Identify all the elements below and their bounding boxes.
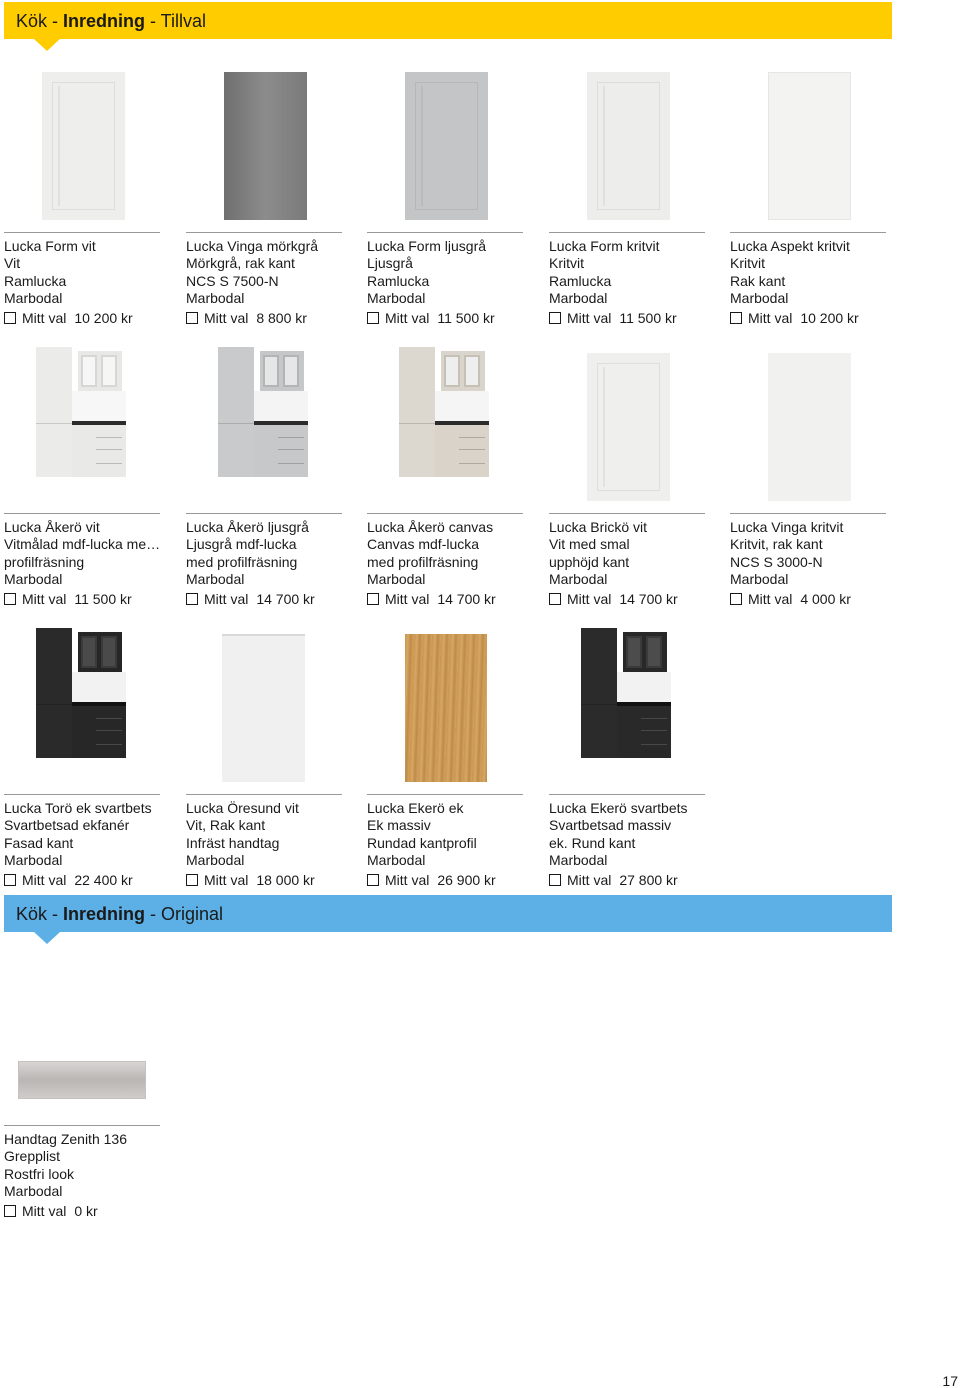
price: 14 700 kr [256, 591, 315, 607]
select-checkbox[interactable] [186, 593, 198, 605]
select-checkbox[interactable] [367, 874, 379, 886]
product-image [549, 634, 709, 786]
select-checkbox[interactable] [730, 593, 742, 605]
price: 8 800 kr [256, 310, 307, 326]
section-title: Kök - Inredning - Original [16, 904, 224, 924]
price: 11 500 kr [74, 591, 132, 607]
price: 27 800 kr [619, 872, 678, 888]
select-checkbox[interactable] [4, 593, 16, 605]
product-image [186, 634, 346, 786]
product-image [4, 965, 164, 1117]
banner-pointer [34, 932, 60, 944]
select-checkbox[interactable] [4, 1205, 16, 1217]
product-image [367, 634, 527, 786]
product-image [4, 634, 164, 786]
select-checkbox[interactable] [186, 874, 198, 886]
price: 4 000 kr [800, 591, 851, 607]
select-checkbox[interactable] [549, 874, 561, 886]
product-image [549, 353, 709, 505]
product-image [4, 72, 164, 224]
price: 14 700 kr [619, 591, 678, 607]
price: 22 400 kr [74, 872, 133, 888]
product-image [4, 353, 164, 505]
section-banner-tillval [4, 2, 892, 39]
select-checkbox[interactable] [4, 874, 16, 886]
price: 10 200 kr [800, 310, 859, 326]
price: 11 500 kr [619, 310, 677, 326]
page-number: 17 [942, 1373, 958, 1388]
select-checkbox[interactable] [367, 593, 379, 605]
product-image [730, 353, 890, 505]
product-image [186, 72, 346, 224]
price: 14 700 kr [437, 591, 496, 607]
price: 10 200 kr [74, 310, 133, 326]
price: 0 kr [74, 1203, 98, 1219]
product-image [186, 353, 346, 505]
select-checkbox[interactable] [4, 312, 16, 324]
price: 18 000 kr [256, 872, 315, 888]
price: 11 500 kr [437, 310, 495, 326]
product-image [549, 72, 709, 224]
select-checkbox[interactable] [367, 312, 379, 324]
product-image [730, 72, 890, 224]
select-checkbox[interactable] [549, 312, 561, 324]
select-checkbox[interactable] [549, 593, 561, 605]
price: 26 900 kr [437, 872, 496, 888]
banner-pointer [34, 39, 60, 51]
section-banner-original [4, 895, 892, 932]
product-image [367, 353, 527, 505]
select-checkbox[interactable] [730, 312, 742, 324]
product-image [367, 72, 527, 224]
section-title: Kök - Inredning - Tillval [16, 11, 207, 31]
select-checkbox[interactable] [186, 312, 198, 324]
